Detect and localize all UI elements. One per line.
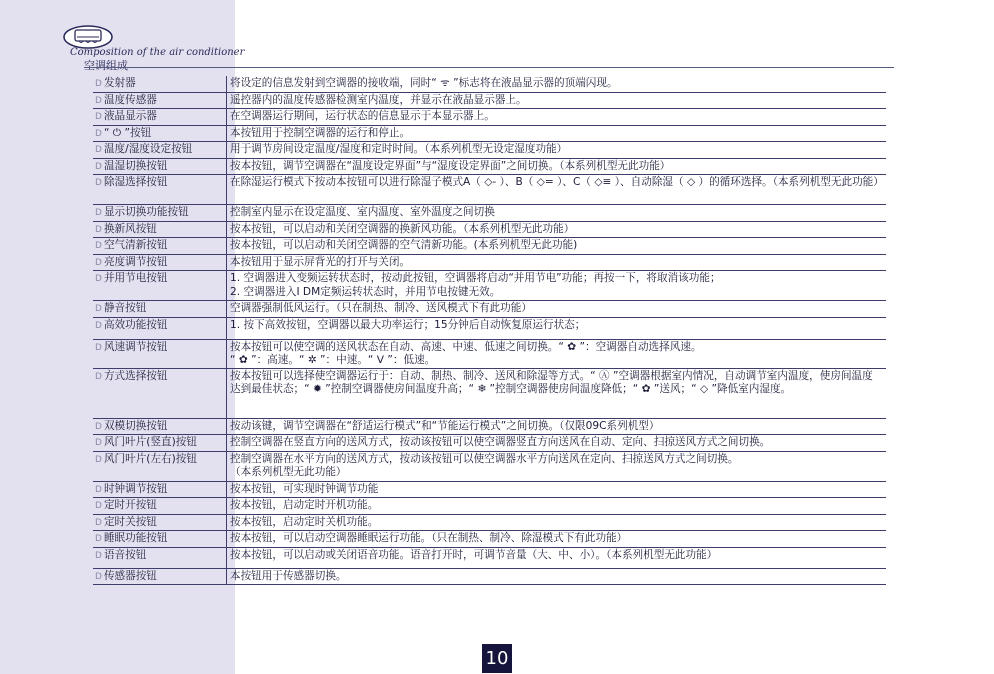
bullet-arrow-icon: D (95, 342, 102, 353)
bullet-arrow-icon: D (95, 112, 102, 122)
bullet-arrow-icon: D (95, 145, 102, 155)
row-name-cell (93, 451, 227, 481)
row-name: 风速调节按钮 (103, 340, 168, 353)
row-description: 控制空调器在水平方向的送风方式，按动该按钮可以使空调器水平方向送风在定向、扫掠送风方式之间切换。 （本系列机型无此功能） (227, 451, 887, 481)
table-row (93, 339, 886, 368)
bullet-arrow-icon: D (95, 95, 102, 106)
row-name: 双模切换按钮 (103, 419, 168, 432)
table-row (93, 221, 886, 238)
table-row (93, 418, 886, 435)
row-description: 1. 按下高效按钮，空调器以最大功率运行；15分钟后自动恢复原运行状态； (227, 317, 887, 339)
table-row (93, 317, 886, 339)
row-name-cell (93, 238, 227, 255)
row-name: 语音按钮 (103, 548, 147, 561)
row-name: 方式选择按钮 (103, 369, 168, 382)
bullet-arrow-icon: D (95, 178, 102, 188)
bullet-arrow-icon: D (95, 517, 102, 528)
row-name-cell (93, 254, 227, 271)
table-row (93, 301, 886, 318)
bullet-arrow-icon: D (95, 501, 102, 511)
row-description: 按本按钮可以选择使空调器运行于：自动、制热、制冷、送风和除湿等方式。“ Ⓐ ”空调器根据室内情况，自动调节室内温度，使房间温度达到最佳状态；“ ✹ ”控制空调器使房间温度升高；“ ❄ ”控制空调器使房间温度降低；“ ✿ ”送风；“ ◇ ”降低室内湿度。 (227, 368, 887, 418)
row-description: 按本按钮，可实现时钟调节功能 (227, 481, 887, 498)
row-name-cell (93, 481, 227, 498)
table-row (93, 547, 886, 568)
row-name: 高效功能按钮 (103, 318, 168, 331)
page-number: 10 (482, 644, 512, 673)
row-description: 本按钮用于显示屏背光的打开与关闭。 (227, 254, 887, 271)
bullet-arrow-icon: D (95, 241, 102, 251)
table-row (93, 238, 886, 255)
row-description: 在空调器运行期间，运行状态的信息显示于本显示器上。 (227, 109, 887, 126)
row-description: 按本按钮，可以启动和关闭空调器的换新风功能。（本系列机型无此功能） (227, 221, 887, 238)
row-name: 温湿切换按钮 (103, 159, 168, 172)
row-name: 睡眠功能按钮 (103, 532, 168, 544)
row-name: 时钟调节按钮 (103, 482, 168, 495)
section-subtitle-en: Composition of the air conditioner (70, 47, 245, 58)
bullet-arrow-icon: D (95, 438, 102, 448)
bullet-arrow-icon: D (95, 257, 102, 268)
row-description: 控制室内显示在设定温度、室内温度、室外温度之间切换 (227, 205, 887, 222)
row-name: 除湿选择按钮 (103, 176, 168, 188)
row-name-cell (93, 92, 227, 109)
bullet-arrow-icon: D (95, 534, 102, 544)
row-name-cell (93, 418, 227, 435)
table-row (93, 514, 886, 531)
row-name: 定时开按钮 (103, 499, 157, 511)
row-description: 按本按钮，可以启动或关闭语音功能。语音打开时，可调节音量（大、中、小）。（本系列机型无此功能） (227, 547, 887, 568)
button-spec-table (93, 76, 886, 585)
row-name-cell (93, 175, 227, 205)
row-name-cell (93, 271, 227, 301)
bullet-arrow-icon: D (95, 371, 102, 382)
row-name-cell (93, 435, 227, 452)
bullet-arrow-icon: D (95, 128, 102, 139)
row-description: 本按钮用于控制空调器的运行和停止。 (227, 125, 887, 142)
row-name-cell (93, 142, 227, 159)
table-row (93, 568, 886, 585)
table-row (93, 76, 886, 92)
row-name-cell (93, 125, 227, 142)
row-name-cell (93, 301, 227, 318)
bullet-arrow-icon: D (95, 550, 102, 561)
row-description: 按本按钮，启动定时开机功能。 (227, 498, 887, 515)
table-row (93, 142, 886, 159)
row-name-cell (93, 498, 227, 515)
row-name: 温度/湿度设定按钮 (103, 143, 193, 155)
row-description: 按本按钮可以使空调的送风状态在自动、高速、中速、低速之间切换。“ ✿ ”：空调器自动选择风速。 “ ✿ ”：高速。“ ✲ ”：中速。“ ⴸ ”：低速。 (227, 339, 887, 368)
row-name-cell (93, 221, 227, 238)
table-row (93, 175, 886, 205)
row-name: 显示切换功能按钮 (103, 206, 189, 218)
table-row (93, 481, 886, 498)
table-row (93, 451, 886, 481)
row-name: 亮度调节按钮 (103, 255, 168, 268)
bullet-arrow-icon: D (95, 484, 102, 495)
row-name-cell (93, 547, 227, 568)
table-row (93, 498, 886, 515)
bullet-arrow-icon: D (95, 79, 102, 89)
row-description: 遥控器内的温度传感器检测室内温度，并显示在液晶显示器上。 (227, 92, 887, 109)
table-row (93, 125, 886, 142)
table-row (93, 271, 886, 301)
row-name: 定时关按钮 (103, 515, 157, 528)
row-name-cell (93, 339, 227, 368)
bullet-arrow-icon: D (95, 161, 102, 172)
row-description: 按本按钮，可以启动和关闭空调器的空气清新功能。(本系列机型无此功能) (227, 238, 887, 255)
row-description: 空调器强制低风运行。（只在制热、制冷、送风模式下有此功能） (227, 301, 887, 318)
row-name-cell (93, 76, 227, 92)
section-title: 空调组成 (84, 59, 128, 72)
row-name: 风门叶片(左右)按钮 (103, 452, 197, 465)
row-description: 将设定的信息发射到空调器的接收端，同时“ ᯤ ”标志将在液晶显示器的顶端闪现。 (227, 76, 887, 92)
row-name: 空气清新按钮 (103, 239, 168, 251)
bullet-arrow-icon: D (95, 208, 102, 218)
bullet-arrow-icon: D (95, 304, 102, 314)
header-divider (84, 67, 894, 68)
row-description: 1. 空调器进入变频运转状态时，按动此按钮，空调器将启动“并用节电”功能；再按一下，将取消该功能； 2. 空调器进入I DM定频运转状态时，并用节电按键无效。 (227, 271, 887, 301)
row-name-cell (93, 317, 227, 339)
row-name: 换新风按钮 (103, 222, 157, 235)
table-row (93, 531, 886, 548)
row-name-cell (93, 531, 227, 548)
table-row (93, 205, 886, 222)
row-name: 风门叶片(竖直)按钮 (103, 436, 197, 448)
bullet-arrow-icon: D (95, 454, 102, 465)
row-description: 按动该键，调节空调器在“舒适运行模式”和“节能运行模式”之间切换。（仅限09C系列机型） (227, 418, 887, 435)
table-row (93, 109, 886, 126)
row-name: “ ⏻ ”按钮 (103, 126, 152, 139)
row-name-cell (93, 568, 227, 585)
bullet-arrow-icon: D (95, 421, 102, 432)
bullet-arrow-icon: D (95, 320, 102, 331)
row-description: 按本按钮，启动定时关机功能。 (227, 514, 887, 531)
row-name: 静音按钮 (103, 302, 147, 314)
bullet-arrow-icon: D (95, 224, 102, 235)
table-row (93, 435, 886, 452)
table-row (93, 254, 886, 271)
row-name: 发射器 (103, 77, 136, 89)
row-description: 本按钮用于传感器切换。 (227, 568, 887, 585)
bullet-arrow-icon: D (95, 571, 102, 582)
row-name: 并用节电按钮 (103, 272, 168, 284)
table-row (93, 368, 886, 418)
bullet-arrow-icon: D (95, 274, 102, 284)
row-name-cell (93, 368, 227, 418)
row-description: 用于调节房间设定温度/湿度和定时时间。（本系列机型无设定湿度功能） (227, 142, 887, 159)
row-name-cell (93, 158, 227, 175)
row-description: 控制空调器在竖直方向的送风方式，按动该按钮可以使空调器竖直方向送风在自动、定向、扫掠送风方式之间切换。 (227, 435, 887, 452)
row-name-cell (93, 514, 227, 531)
table-row (93, 158, 886, 175)
row-description: 按本按钮，调节空调器在“温度设定界面”与“湿度设定界面”之间切换。（本系列机型无此功能） (227, 158, 887, 175)
row-name: 液晶显示器 (103, 110, 157, 122)
row-description: 在除湿运行模式下按动本按钮可以进行除湿子模式A（ ◇- ）、B（ ◇= ）、C（ ◇≡ ）、自动除湿（ ◇ ）的循环选择。（本系列机型无此功能） (227, 175, 887, 205)
row-name-cell (93, 205, 227, 222)
row-name: 温度传感器 (103, 93, 157, 106)
table-row (93, 92, 886, 109)
row-name-cell (93, 109, 227, 126)
row-description: 按本按钮，可以启动空调器睡眠运行功能。（只在制热、制冷、除湿模式下有此功能） (227, 531, 887, 548)
row-name: 传感器按钮 (103, 569, 157, 582)
